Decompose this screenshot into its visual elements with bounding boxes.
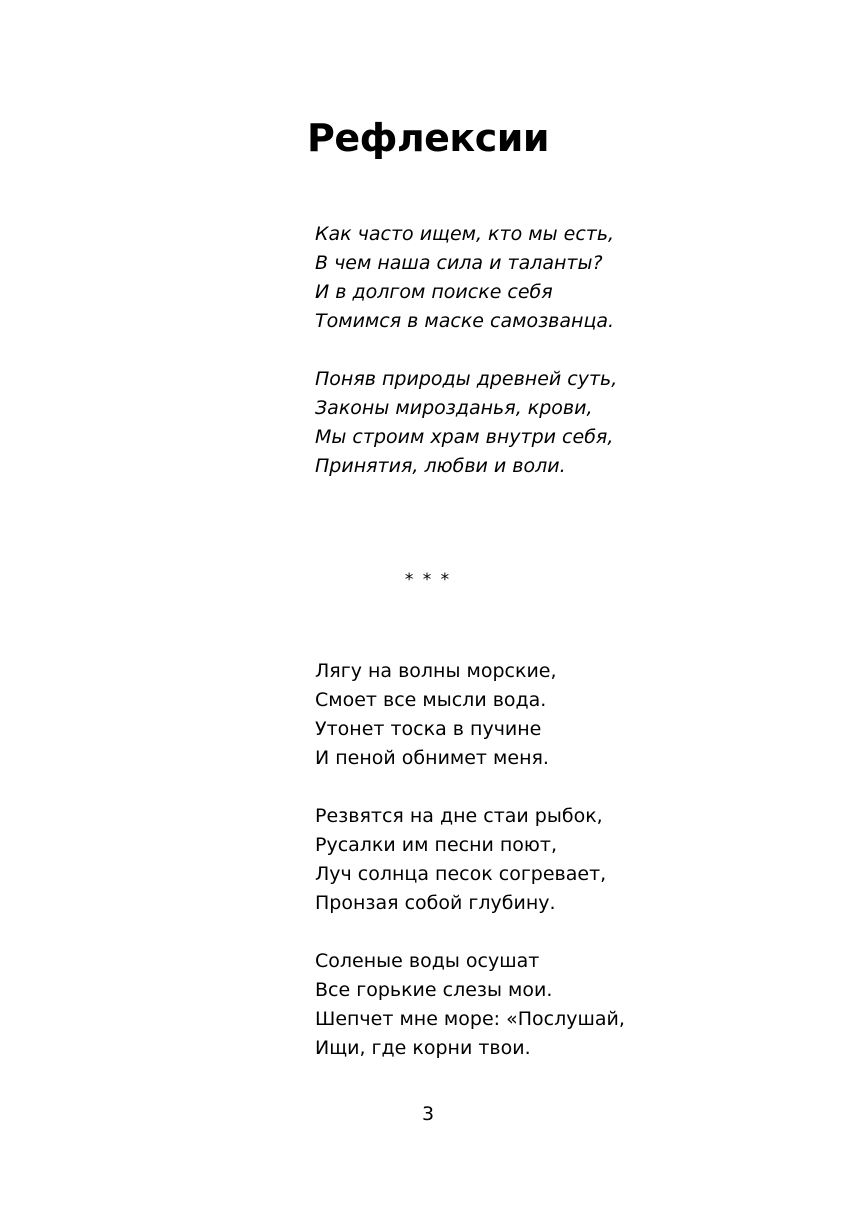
page-title: Рефлексии	[307, 116, 549, 160]
poem-line: Утонет тоска в пучине	[315, 718, 542, 740]
stanza	[315, 365, 617, 481]
poem-line: Луч солнца песок согревает,	[315, 863, 607, 885]
poem-line: Все горькие слезы мои.	[315, 979, 553, 1001]
stanza	[315, 947, 625, 1063]
poem-line: Томимся в маске самозванца.	[315, 310, 615, 332]
poem-line: Смоет все мысли вода.	[315, 689, 547, 711]
poem-line: И в долгом поиске себя	[315, 281, 553, 303]
poem-line: В чем наша сила и таланты?	[315, 252, 603, 274]
poem-line: Ищи, где корни твои.	[315, 1037, 531, 1059]
poem-line: Резвятся на дне стаи рыбок,	[315, 805, 603, 827]
poem-line: Лягу на волны морские,	[315, 660, 557, 682]
stanza	[315, 220, 617, 336]
page-number: 3	[421, 1103, 435, 1125]
section-separator: * * *	[404, 570, 452, 590]
poem-line: Соленые воды осушат	[315, 950, 540, 972]
poem-line: И пеной обнимет меня.	[315, 747, 549, 769]
poem-line: Законы мирозданья, крови,	[315, 397, 593, 419]
poem-line: Пронзая собой глубину.	[315, 892, 556, 914]
poem-line: Русалки им песни поют,	[315, 834, 558, 856]
poem-line: Поняв природы древней суть,	[315, 368, 618, 390]
poem-line: Как часто ищем, кто мы есть,	[315, 223, 615, 245]
poem-line: Принятия, любви и воли.	[315, 455, 566, 477]
poem-reflections	[315, 220, 617, 481]
poem-sea	[315, 657, 625, 1063]
poem-line: Мы строим храм внутри себя,	[315, 426, 614, 448]
stanza	[315, 802, 625, 918]
stanza	[315, 657, 625, 773]
poem-line: Шепчет мне море: «Послушай,	[315, 1008, 625, 1030]
